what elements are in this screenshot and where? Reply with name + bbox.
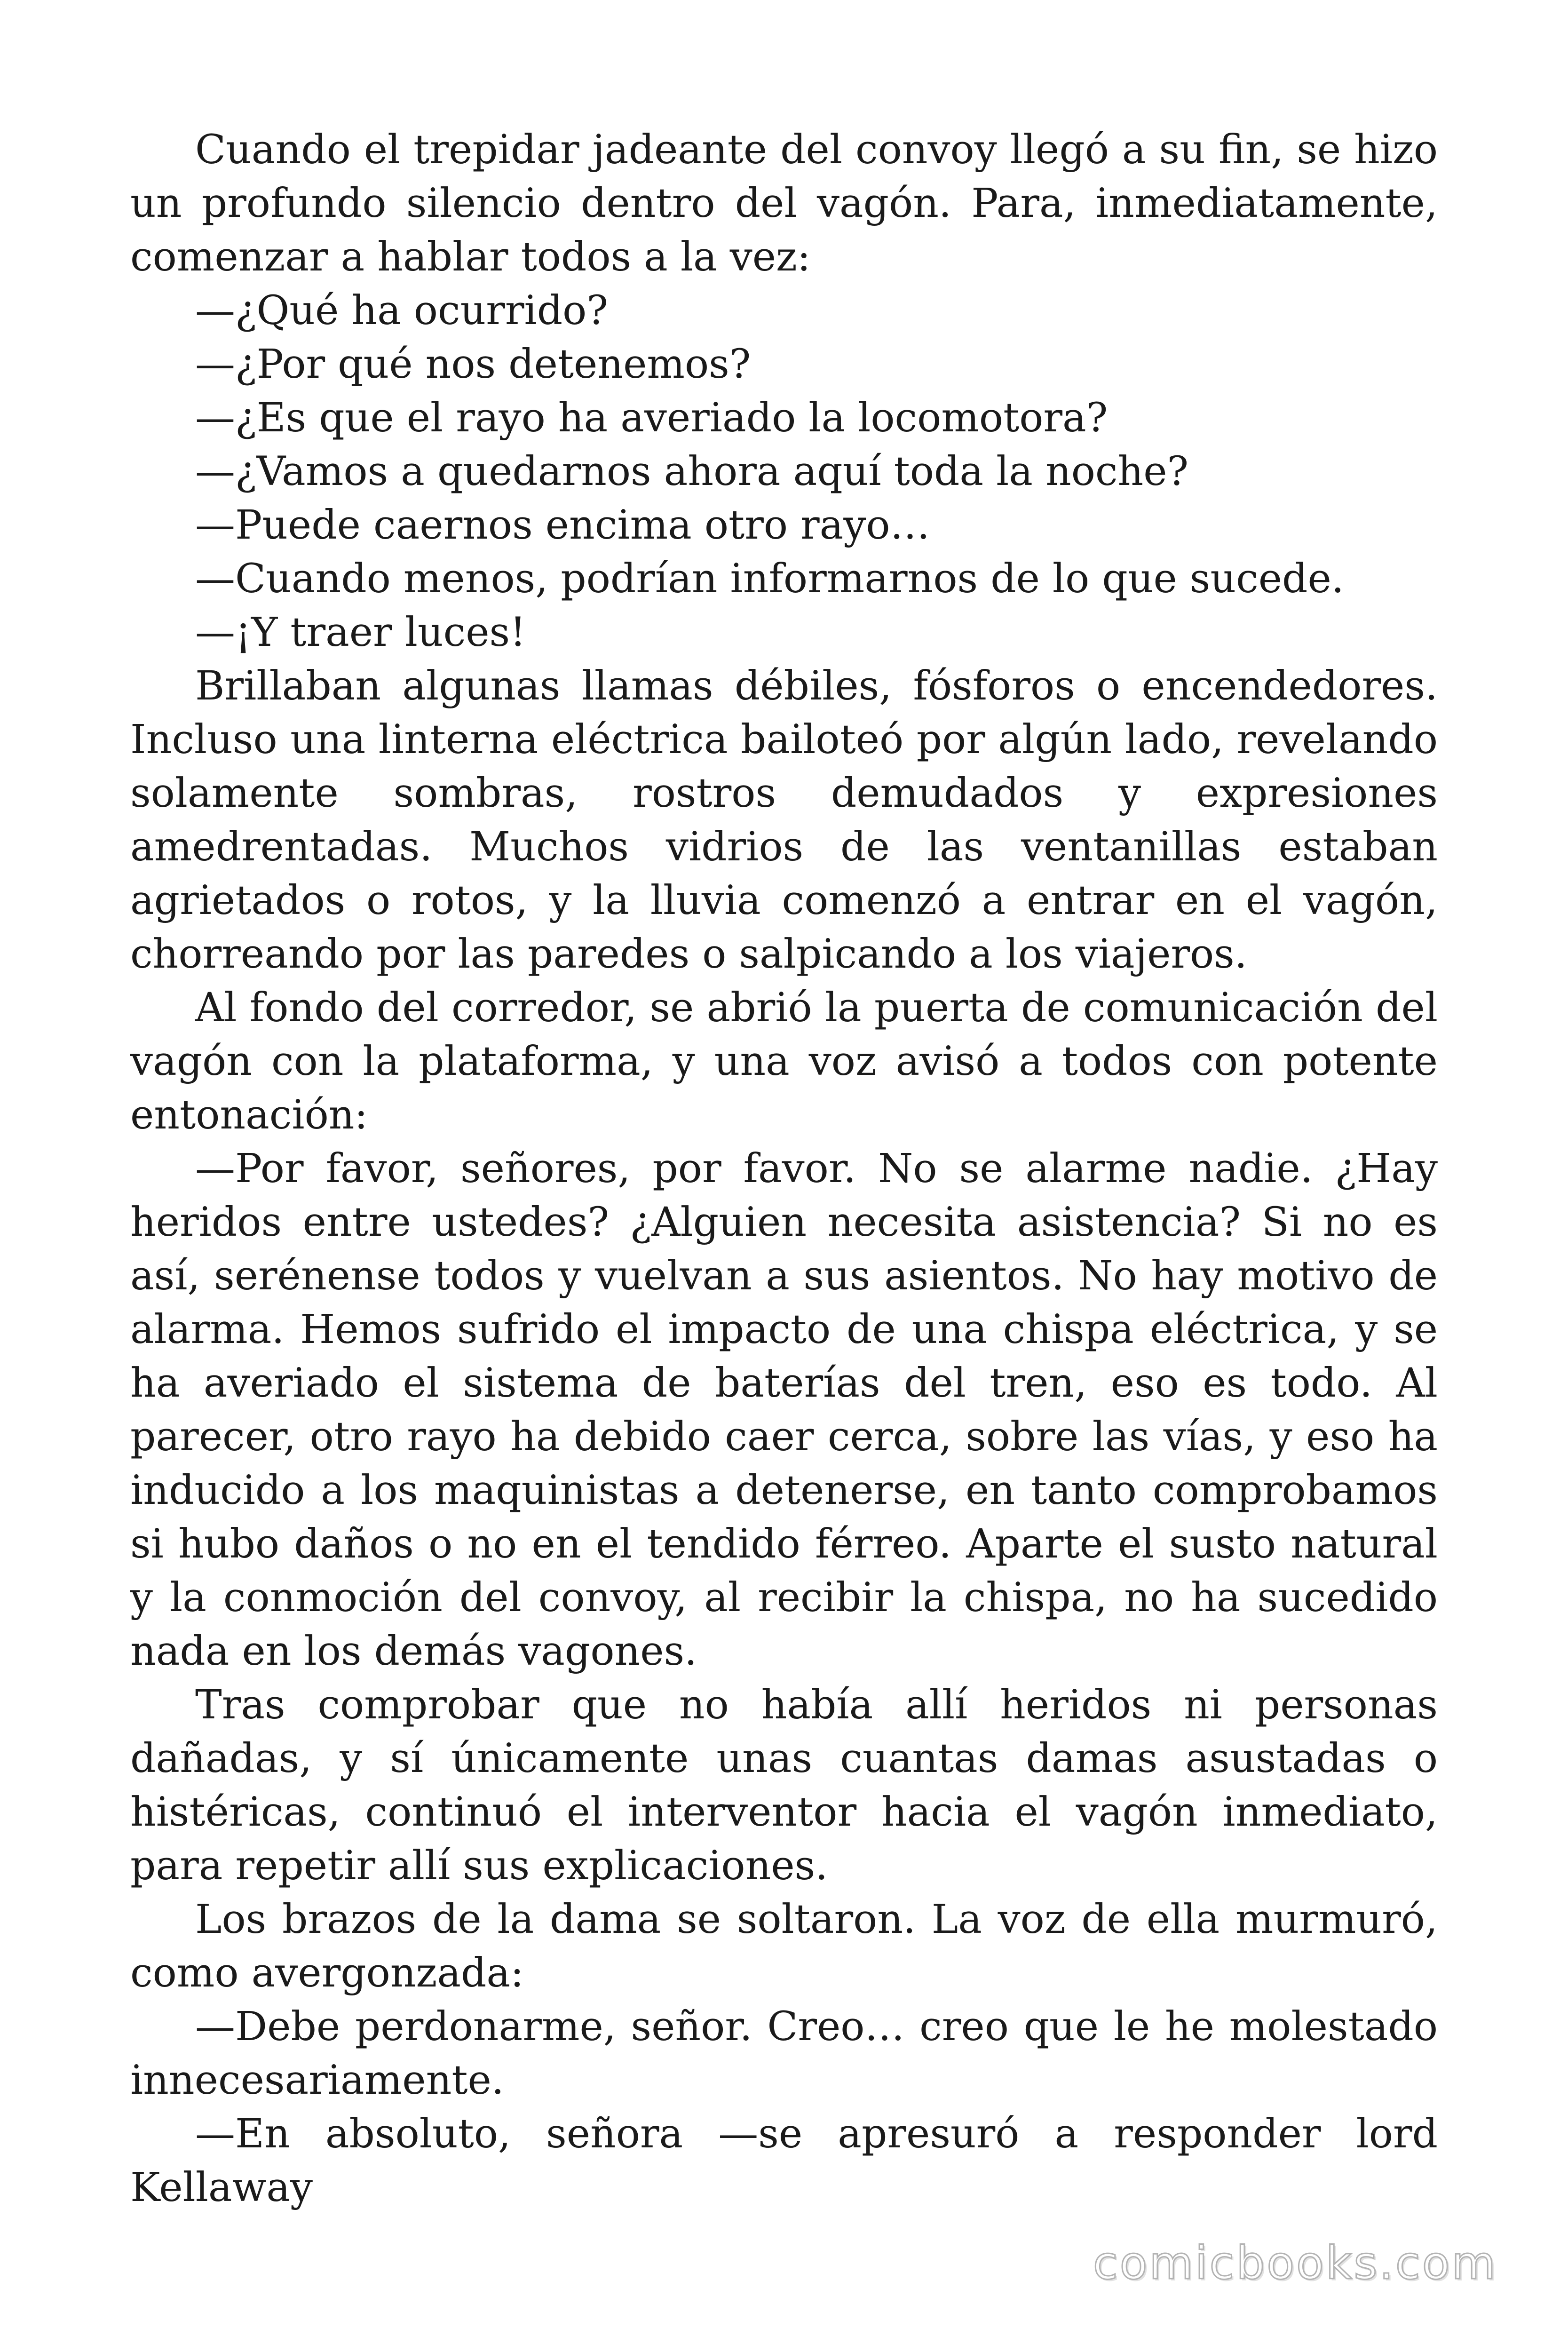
dialogue-line: —Debe perdonarme, señor. Creo… creo que le he molestado innecesariamente. (130, 2003, 1438, 2104)
dialogue-line: —Puede caernos encima otro rayo… (195, 502, 930, 548)
dialogue-line: —En absoluto, señora —se apresuró a responder lord Kellaway (130, 2111, 1438, 2211)
dialogue-line: —¿Es que el rayo ha averiado la locomotora? (195, 395, 1108, 441)
page-text (130, 123, 1438, 2215)
watermark-logo: comicbooks.com (1093, 2237, 1497, 2289)
dialogue-line: —Por favor, señores, por favor. No se alarme nadie. ¿Hay heridos entre ustedes? ¿Alguien necesita asistencia? Si no es así, serénense todos y vuelvan a sus asientos. No hay motivo de alarma. Hemos sufrido el impacto de una chispa eléctrica, y se ha averiado el sistema de baterías del tren, eso es todo. Al parecer, otro rayo ha debido caer cerca, sobre las vías, y eso ha inducido a los maquinistas a detenerse, en tanto comprobamos si hubo daños o no en el tendido férreo. Aparte el susto natural y la conmoción del convoy, al recibir la chispa, no ha sucedido nada en los demás vagones. (130, 1145, 1438, 1675)
dialogue-line: —Cuando menos, podrían informarnos de lo que sucede. (195, 556, 1344, 602)
dialogue-line: —¡Y traer luces! (195, 609, 526, 656)
dialogue-line: —¿Qué ha ocurrido? (195, 287, 608, 334)
dialogue-line: —¿Vamos a quedarnos ahora aquí toda la noche? (195, 448, 1189, 495)
paragraph: Cuando el trepidar jadeante del convoy llegó a su fin, se hizo un profundo silencio dentro del vagón. Para, inmediatamente, comenzar a hablar todos a la vez: (130, 127, 1438, 280)
paragraph: Tras comprobar que no había allí heridos ni personas dañadas, y sí únicamente unas cuantas damas asustadas o histéricas, continuó el interventor hacia el vagón inmediato, para repetir allí sus explicaciones. (130, 1682, 1438, 1889)
paragraph: Los brazos de la dama se soltaron. La voz de ella murmuró, como avergonzada: (130, 1896, 1438, 1996)
paragraph: Al fondo del corredor, se abrió la puerta de comunicación del vagón con la plataforma, y una voz avisó a todos con potente entonación: (130, 985, 1438, 1138)
paragraph: Brillaban algunas llamas débiles, fósforos o encendedores. Incluso una linterna eléctrica bailoteó por algún lado, revelando solamente sombras, rostros demudados y expresiones amedrentadas. Muchos vidrios de las ventanillas estaban agrietados o rotos, y la lluvia comenzó a entrar en el vagón, chorreando por las paredes o salpicando a los viajeros. (130, 663, 1438, 977)
dialogue-line: —¿Por qué nos detenemos? (195, 341, 751, 388)
